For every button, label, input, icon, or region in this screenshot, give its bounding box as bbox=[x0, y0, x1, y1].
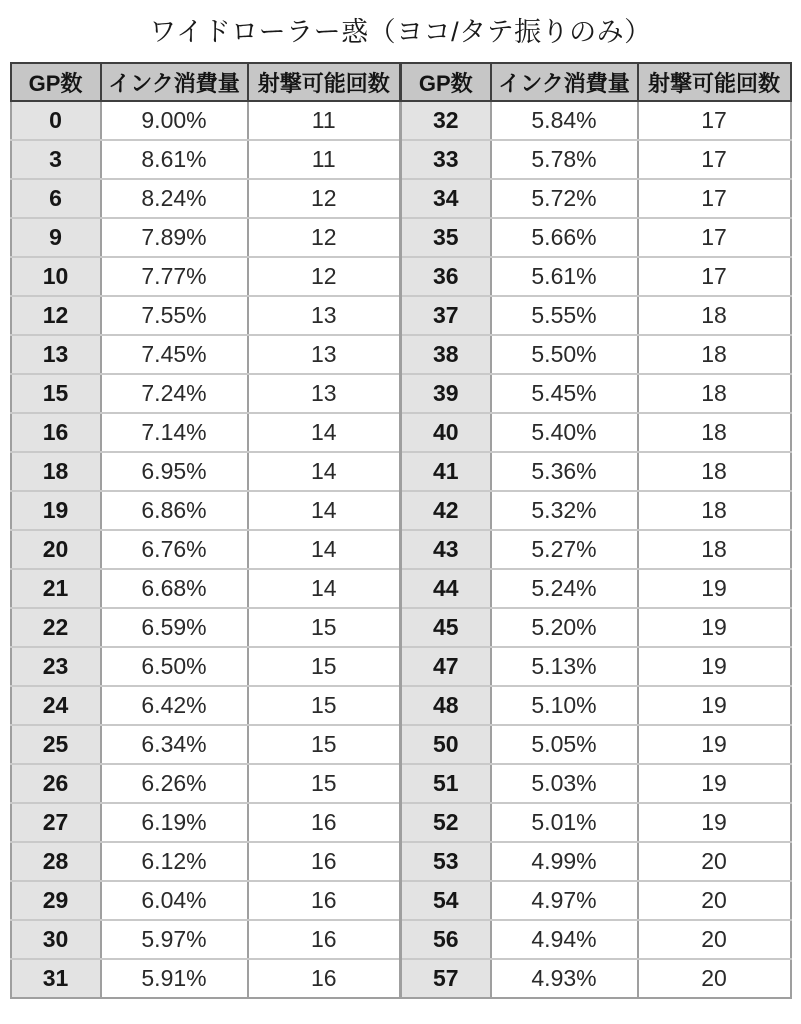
gp-cell: 37 bbox=[401, 296, 491, 335]
gp-cell: 53 bbox=[401, 842, 491, 881]
gp-cell: 45 bbox=[401, 608, 491, 647]
ink-cell: 6.19% bbox=[101, 803, 248, 842]
gp-cell: 34 bbox=[401, 179, 491, 218]
shots-cell: 18 bbox=[638, 335, 791, 374]
ink-cell: 8.24% bbox=[101, 179, 248, 218]
ink-cell: 6.26% bbox=[101, 764, 248, 803]
table-row bbox=[11, 218, 791, 257]
table-header bbox=[11, 63, 791, 101]
gp-cell: 36 bbox=[401, 257, 491, 296]
shots-cell: 16 bbox=[248, 842, 401, 881]
ink-cell: 7.55% bbox=[101, 296, 248, 335]
shots-cell: 19 bbox=[638, 569, 791, 608]
ink-cell: 6.12% bbox=[101, 842, 248, 881]
gp-cell: 33 bbox=[401, 140, 491, 179]
table-row bbox=[11, 530, 791, 569]
ink-cell: 5.20% bbox=[491, 608, 638, 647]
shots-cell: 15 bbox=[248, 686, 401, 725]
gp-cell: 41 bbox=[401, 452, 491, 491]
shots-cell: 13 bbox=[248, 296, 401, 335]
shots-cell: 13 bbox=[248, 374, 401, 413]
ink-cell: 5.91% bbox=[101, 959, 248, 998]
shots-cell: 20 bbox=[638, 881, 791, 920]
ink-cell: 7.89% bbox=[101, 218, 248, 257]
ink-cell: 7.24% bbox=[101, 374, 248, 413]
gp-cell: 27 bbox=[11, 803, 101, 842]
ink-cell: 5.40% bbox=[491, 413, 638, 452]
shots-cell: 18 bbox=[638, 413, 791, 452]
shots-cell: 12 bbox=[248, 179, 401, 218]
gp-cell: 25 bbox=[11, 725, 101, 764]
gp-cell: 43 bbox=[401, 530, 491, 569]
shots-cell: 18 bbox=[638, 491, 791, 530]
gp-cell: 9 bbox=[11, 218, 101, 257]
table-row bbox=[11, 101, 791, 140]
shots-cell: 11 bbox=[248, 101, 401, 140]
gp-cell: 3 bbox=[11, 140, 101, 179]
gp-cell: 15 bbox=[11, 374, 101, 413]
ink-cell: 4.99% bbox=[491, 842, 638, 881]
shots-cell: 12 bbox=[248, 218, 401, 257]
gp-cell: 47 bbox=[401, 647, 491, 686]
shots-cell: 19 bbox=[638, 647, 791, 686]
shots-cell: 16 bbox=[248, 920, 401, 959]
header-row bbox=[11, 63, 791, 101]
ink-cell: 6.86% bbox=[101, 491, 248, 530]
shots-cell: 18 bbox=[638, 296, 791, 335]
table-row bbox=[11, 920, 791, 959]
gp-cell: 30 bbox=[11, 920, 101, 959]
gp-cell: 28 bbox=[11, 842, 101, 881]
ink-cell: 8.61% bbox=[101, 140, 248, 179]
shots-cell: 17 bbox=[638, 179, 791, 218]
table-row bbox=[11, 491, 791, 530]
shots-cell: 13 bbox=[248, 335, 401, 374]
table-row bbox=[11, 452, 791, 491]
gp-cell: 22 bbox=[11, 608, 101, 647]
gp-cell: 50 bbox=[401, 725, 491, 764]
gp-cell: 10 bbox=[11, 257, 101, 296]
table-row bbox=[11, 374, 791, 413]
ink-cell: 5.01% bbox=[491, 803, 638, 842]
table-row bbox=[11, 296, 791, 335]
ink-consumption-table bbox=[10, 62, 792, 999]
gp-cell: 51 bbox=[401, 764, 491, 803]
table-row bbox=[11, 686, 791, 725]
table-row bbox=[11, 959, 791, 998]
ink-cell: 6.59% bbox=[101, 608, 248, 647]
ink-cell: 5.66% bbox=[491, 218, 638, 257]
gp-cell: 24 bbox=[11, 686, 101, 725]
ink-cell: 5.10% bbox=[491, 686, 638, 725]
header-shot-count: 射撃可能回数 bbox=[248, 63, 401, 101]
ink-cell: 5.61% bbox=[491, 257, 638, 296]
shots-cell: 19 bbox=[638, 686, 791, 725]
ink-cell: 5.27% bbox=[491, 530, 638, 569]
table-body bbox=[11, 101, 791, 998]
gp-cell: 6 bbox=[11, 179, 101, 218]
shots-cell: 20 bbox=[638, 842, 791, 881]
ink-cell: 9.00% bbox=[101, 101, 248, 140]
shots-cell: 14 bbox=[248, 413, 401, 452]
gp-cell: 21 bbox=[11, 569, 101, 608]
ink-cell: 7.14% bbox=[101, 413, 248, 452]
ink-cell: 5.72% bbox=[491, 179, 638, 218]
shots-cell: 15 bbox=[248, 608, 401, 647]
ink-cell: 5.55% bbox=[491, 296, 638, 335]
ink-cell: 7.45% bbox=[101, 335, 248, 374]
gp-cell: 35 bbox=[401, 218, 491, 257]
shots-cell: 18 bbox=[638, 374, 791, 413]
shots-cell: 16 bbox=[248, 803, 401, 842]
ink-cell: 5.97% bbox=[101, 920, 248, 959]
shots-cell: 16 bbox=[248, 959, 401, 998]
table-row bbox=[11, 725, 791, 764]
shots-cell: 15 bbox=[248, 725, 401, 764]
table-row bbox=[11, 257, 791, 296]
ink-cell: 5.13% bbox=[491, 647, 638, 686]
shots-cell: 14 bbox=[248, 491, 401, 530]
shots-cell: 19 bbox=[638, 803, 791, 842]
shots-cell: 17 bbox=[638, 257, 791, 296]
gp-cell: 0 bbox=[11, 101, 101, 140]
shots-cell: 19 bbox=[638, 608, 791, 647]
ink-cell: 5.36% bbox=[491, 452, 638, 491]
ink-cell: 5.03% bbox=[491, 764, 638, 803]
ink-cell: 5.24% bbox=[491, 569, 638, 608]
ink-cell: 5.45% bbox=[491, 374, 638, 413]
gp-cell: 48 bbox=[401, 686, 491, 725]
gp-cell: 31 bbox=[11, 959, 101, 998]
shots-cell: 12 bbox=[248, 257, 401, 296]
shots-cell: 18 bbox=[638, 530, 791, 569]
shots-cell: 17 bbox=[638, 218, 791, 257]
table-row bbox=[11, 608, 791, 647]
gp-cell: 54 bbox=[401, 881, 491, 920]
table-row bbox=[11, 647, 791, 686]
shots-cell: 20 bbox=[638, 959, 791, 998]
ink-cell: 4.94% bbox=[491, 920, 638, 959]
ink-cell: 6.42% bbox=[101, 686, 248, 725]
shots-cell: 14 bbox=[248, 530, 401, 569]
table-row bbox=[11, 569, 791, 608]
shots-cell: 17 bbox=[638, 140, 791, 179]
gp-cell: 52 bbox=[401, 803, 491, 842]
table-row bbox=[11, 881, 791, 920]
header-gp: GP数 bbox=[11, 63, 101, 101]
header-ink-consumption: インク消費量 bbox=[101, 63, 248, 101]
table-row bbox=[11, 842, 791, 881]
header-shot-count: 射撃可能回数 bbox=[638, 63, 791, 101]
table-row bbox=[11, 413, 791, 452]
ink-cell: 5.84% bbox=[491, 101, 638, 140]
gp-cell: 19 bbox=[11, 491, 101, 530]
ink-cell: 6.68% bbox=[101, 569, 248, 608]
ink-cell: 5.50% bbox=[491, 335, 638, 374]
ink-cell: 5.05% bbox=[491, 725, 638, 764]
gp-cell: 39 bbox=[401, 374, 491, 413]
ink-cell: 6.50% bbox=[101, 647, 248, 686]
gp-cell: 20 bbox=[11, 530, 101, 569]
shots-cell: 20 bbox=[638, 920, 791, 959]
shots-cell: 15 bbox=[248, 647, 401, 686]
shots-cell: 16 bbox=[248, 881, 401, 920]
gp-cell: 44 bbox=[401, 569, 491, 608]
gp-cell: 56 bbox=[401, 920, 491, 959]
gp-cell: 40 bbox=[401, 413, 491, 452]
table-row bbox=[11, 179, 791, 218]
ink-cell: 6.34% bbox=[101, 725, 248, 764]
ink-cell: 5.32% bbox=[491, 491, 638, 530]
ink-cell: 6.04% bbox=[101, 881, 248, 920]
gp-cell: 16 bbox=[11, 413, 101, 452]
table-row bbox=[11, 140, 791, 179]
header-ink-consumption: インク消費量 bbox=[491, 63, 638, 101]
header-gp: GP数 bbox=[401, 63, 491, 101]
gp-cell: 26 bbox=[11, 764, 101, 803]
ink-cell: 4.93% bbox=[491, 959, 638, 998]
gp-cell: 23 bbox=[11, 647, 101, 686]
shots-cell: 17 bbox=[638, 101, 791, 140]
shots-cell: 14 bbox=[248, 452, 401, 491]
gp-cell: 57 bbox=[401, 959, 491, 998]
gp-cell: 18 bbox=[11, 452, 101, 491]
shots-cell: 19 bbox=[638, 764, 791, 803]
table-row bbox=[11, 803, 791, 842]
shots-cell: 14 bbox=[248, 569, 401, 608]
gp-cell: 12 bbox=[11, 296, 101, 335]
shots-cell: 15 bbox=[248, 764, 401, 803]
ink-cell: 6.95% bbox=[101, 452, 248, 491]
ink-cell: 4.97% bbox=[491, 881, 638, 920]
page-title: ワイドローラー惑（ヨコ/タテ振りのみ） bbox=[149, 17, 652, 47]
shots-cell: 19 bbox=[638, 725, 791, 764]
ink-cell: 6.76% bbox=[101, 530, 248, 569]
gp-cell: 29 bbox=[11, 881, 101, 920]
gp-cell: 38 bbox=[401, 335, 491, 374]
shots-cell: 18 bbox=[638, 452, 791, 491]
gp-cell: 13 bbox=[11, 335, 101, 374]
gp-cell: 32 bbox=[401, 101, 491, 140]
ink-cell: 5.78% bbox=[491, 140, 638, 179]
table-row bbox=[11, 764, 791, 803]
shots-cell: 11 bbox=[248, 140, 401, 179]
table-row bbox=[11, 335, 791, 374]
gp-cell: 42 bbox=[401, 491, 491, 530]
ink-cell: 7.77% bbox=[101, 257, 248, 296]
